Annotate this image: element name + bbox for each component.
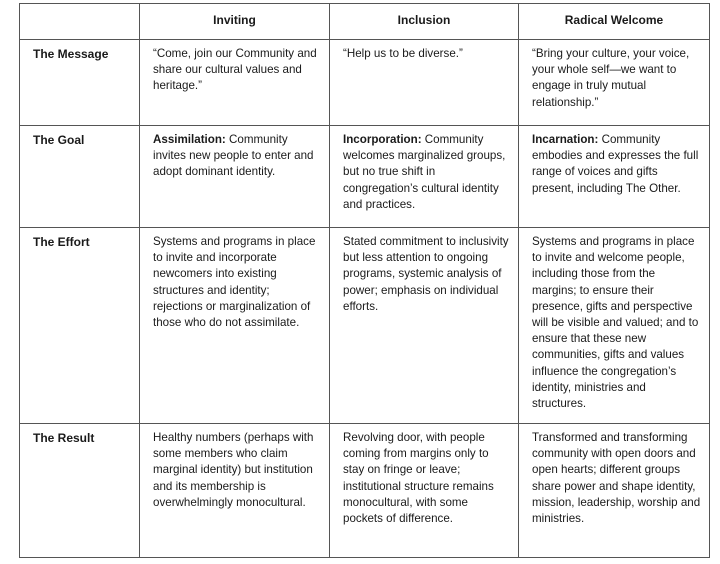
cell-effort-radical-welcome: [519, 228, 710, 424]
cell-goal-radical-welcome: [519, 126, 710, 228]
cell-text: Community embodies and expresses the full range of voices and gifts present, including The Other.: [532, 133, 699, 195]
header-cell-inviting: Inviting: [140, 4, 330, 40]
cell-text: Systems and programs in place to invite and incorporate newcomers into existing structures and identity; rejections or marginalization of those who do not assimilate.: [153, 235, 316, 330]
cell-text: “Come, join our Community and share our cultural values and heritage.”: [153, 47, 317, 93]
row-label-message: The Message: [20, 40, 140, 126]
header-cell-inclusion: Inclusion: [330, 4, 519, 40]
cell-lead: Incarnation:: [532, 133, 599, 146]
table-row-effort: [20, 228, 710, 424]
cell-text: Healthy numbers (perhaps with some members who claim marginal identity) but institution and its membership is overwhelmingly monocultural.: [153, 431, 314, 509]
cell-message-inviting: [140, 40, 330, 126]
cell-effort-inclusion: [330, 228, 519, 424]
cell-text: Transformed and transforming community with open doors and open hearts; different groups share power and shape identity, mission, leadership, worship and ministries.: [532, 431, 701, 526]
cell-message-radical-welcome: [519, 40, 710, 126]
header-cell-corner: [20, 4, 140, 40]
cell-text: Stated commitment to inclusivity but less attention to ongoing programs, systemic analysis of power; emphasis on individual efforts.: [343, 235, 509, 313]
table-header-row: [20, 4, 710, 40]
cell-text: Community welcomes marginalized groups, but no true shift in congregation’s cultural identity and practices.: [343, 133, 506, 211]
cell-effort-inviting: [140, 228, 330, 424]
cell-text: Community invites new people to enter and adopt dominant identity.: [153, 133, 314, 179]
cell-goal-inclusion: [330, 126, 519, 228]
table-row-result: [20, 424, 710, 558]
cell-result-inviting: [140, 424, 330, 558]
cell-text: “Bring your culture, your voice, your whole self—we want to engage in truly mutual relationship.”: [532, 47, 690, 109]
cell-text: “Help us to be diverse.”: [343, 47, 463, 60]
cell-result-radical-welcome: [519, 424, 710, 558]
table-row-message: [20, 40, 710, 126]
cell-lead: Incorporation:: [343, 133, 422, 146]
cell-text: Revolving door, with people coming from margins only to stay on fringe or leave; institutional structure remains monocultural, with some pockets of difference.: [343, 431, 494, 526]
cell-text: Systems and programs in place to invite and welcome people, including those from the margins; to ensure their presence, gifts and perspective will be visible and valued; and to ensure that these new communities, gifts and values influence the congregation’s identity, ministries and structures.: [532, 235, 699, 411]
cell-result-inclusion: [330, 424, 519, 558]
row-label-effort: The Effort: [20, 228, 140, 424]
cell-message-inclusion: [330, 40, 519, 126]
row-label-result: The Result: [20, 424, 140, 558]
row-label-goal: The Goal: [20, 126, 140, 228]
cell-goal-inviting: [140, 126, 330, 228]
cell-lead: Assimilation:: [153, 133, 226, 146]
table-row-goal: [20, 126, 710, 228]
comparison-table: [19, 3, 710, 558]
header-cell-radical-welcome: Radical Welcome: [519, 4, 710, 40]
